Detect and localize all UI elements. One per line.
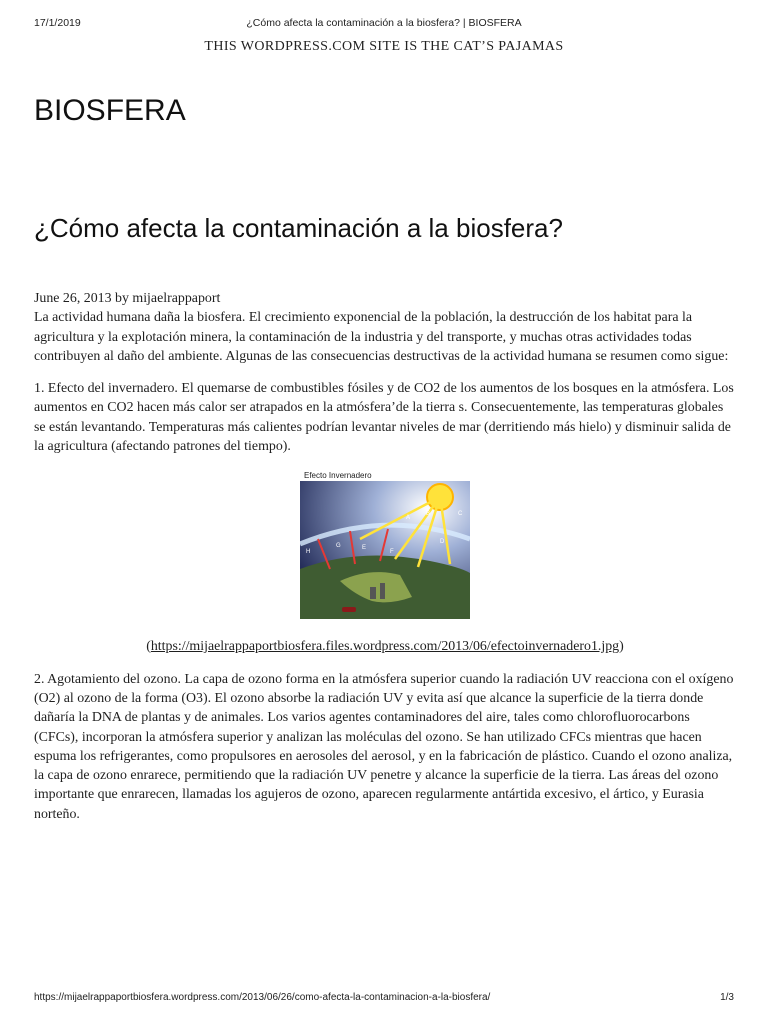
print-date: 17/1/2019	[34, 17, 81, 29]
print-header	[34, 17, 734, 31]
print-doc-title: ¿Cómo afecta la contaminación a la biosfera? | BIOSFERA	[246, 17, 522, 29]
site-tagline: THIS WORDPRESS.COM SITE IS THE CAT’S PAJAMAS	[204, 39, 564, 54]
site-title[interactable]: BIOSFERA	[34, 94, 186, 127]
greenhouse-effect-figure[interactable]	[300, 469, 470, 619]
post-title: ¿Cómo afecta la contaminación a la biosfera?	[34, 213, 563, 243]
car-icon	[342, 607, 356, 612]
figure-letter-e: E	[362, 545, 367, 552]
figure-letter-f: F	[390, 549, 394, 556]
figure-link[interactable]: https://mijaelrappaportbiosfera.files.wordpress.com/2013/06/efectoinvernadero1.jpg	[150, 639, 620, 655]
post-content	[34, 289, 736, 837]
factory-icon	[370, 587, 376, 599]
figure-letter-d: D	[440, 539, 445, 546]
print-footer	[34, 992, 734, 1006]
figure-label: Efecto Invernadero	[304, 471, 372, 481]
figure-letter-b: B	[426, 511, 431, 518]
figure-caption: (https://mijaelrappaportbiosfera.files.wordpress.com/2013/06/efectoinvernadero1.jpg)	[146, 639, 624, 655]
figure-letter-h: H	[306, 549, 311, 556]
page-number: 1/3	[720, 992, 734, 1003]
greenhouse-paragraph: 1. Efecto del invernadero. El quemarse de combustibles fósiles y de CO2 de los aumentos de los bosques en la atmósfera. Los aumentos en CO2 hacen más calor ser atrapados en la atmósfera’de la tierra s. Consecuentemente, las temperaturas globales se están levantando. Temperaturas más calientes podrían levantar niveles de mar (derritiendo más hielo) y disminuir salida de la agricultura (afectando patrones del tiempo).	[34, 381, 734, 455]
figure-letter-a: A	[406, 515, 411, 522]
intro-paragraph: La actividad humana daña la biosfera. El crecimiento exponencial de la población, la destrucción de los habitat para la agricultura y la explotación minera, la contaminación de la industria y del transporte, y muchas otras actividades todas contribuyen al daño del ambiente. Algunas de las consecuencias destructivas de la actividad humana se resumen como sigue:	[34, 310, 729, 364]
print-url: https://mijaelrappaportbiosfera.wordpress.com/2013/06/26/como-afecta-la-contaminacion-a-la-biosfera/	[34, 992, 491, 1003]
ozone-paragraph: 2. Agotamiento del ozono. La capa de ozono forma en la atmósfera superior cuando la radiación UV reacciona con el oxígeno (O2) al ozono de la forma (O3). El ozono absorbe la radiación UV y evita así que alcance la superficie de la tierra donde dañaría la DNA de plantas y de animales. Los varios agentes contaminadores del aire, tales como chlorofluorocarbons (CFCs), incorporan la atmósfera superior y analizan las moléculas del ozono. Se han utilizado CFCs mientras que hacen espuma los refrigerantes, como propulsores en aerosoles del aerosol, y en la fabricación de plástico. Cuando el ozono analiza, la capa de ozono enrarece, permitiendo que la radiación UV penetre y alcance la superficie de la tierra. Las áreas del ozono importante que enrarecen, llamadas los agujeros de ozono, aparecen regularmente antártida excesivo, el ártico, y Eurasia norteño.	[34, 671, 734, 822]
figure-letter-g: G	[336, 543, 341, 550]
post-meta: June 26, 2013 by mijaelrappaport	[34, 291, 221, 306]
figure-letter-c: C	[458, 511, 463, 518]
